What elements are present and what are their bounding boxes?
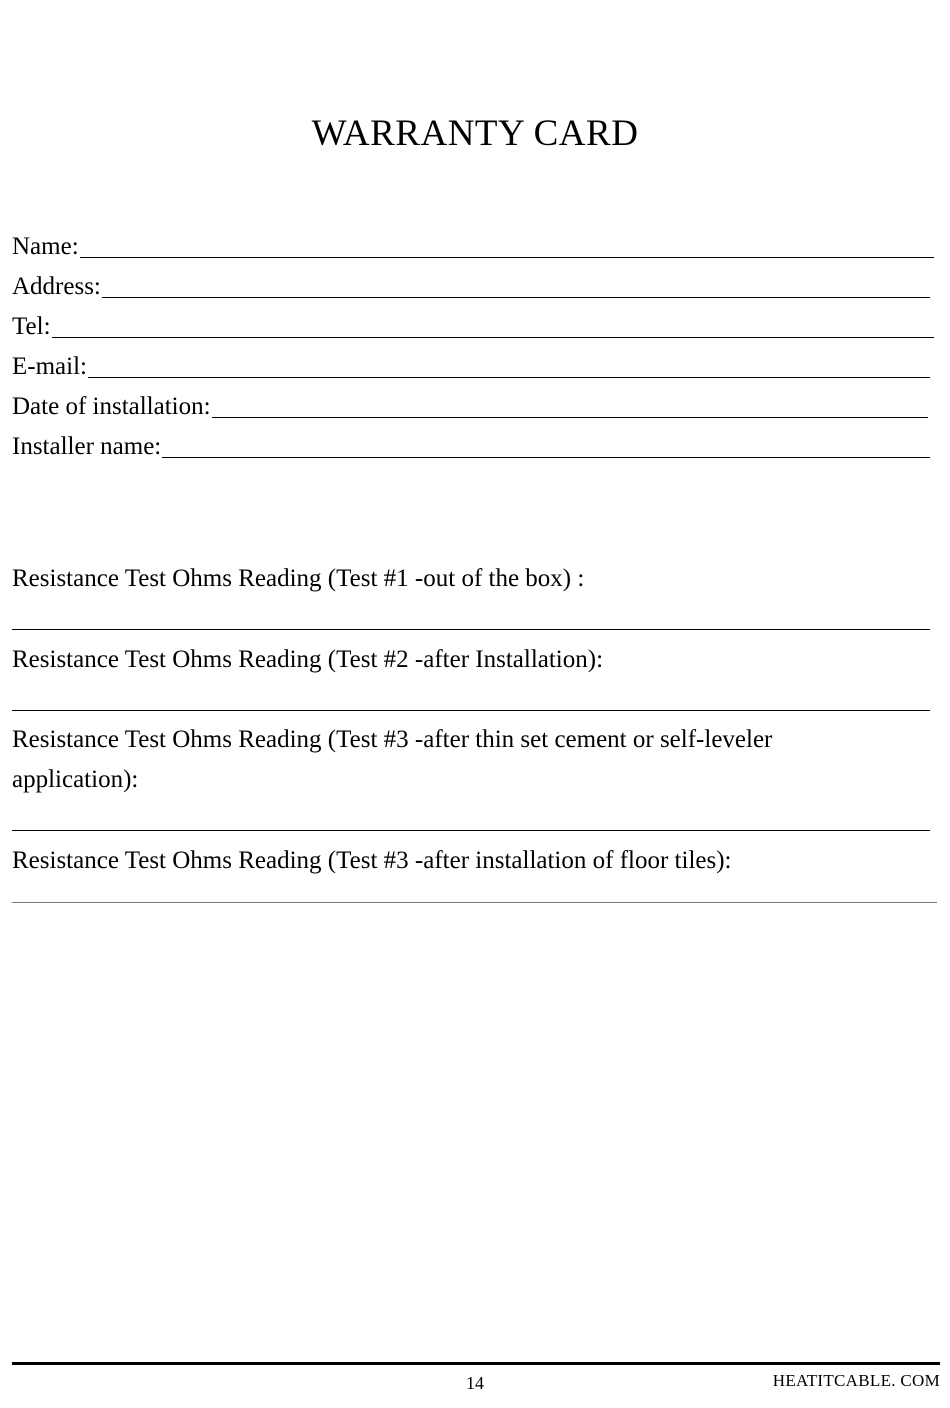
test3-input-line[interactable] bbox=[12, 830, 930, 831]
page-number: 14 bbox=[466, 1373, 484, 1393]
tel-field[interactable] bbox=[12, 310, 934, 342]
test2-input-line[interactable] bbox=[12, 710, 930, 711]
name-field[interactable] bbox=[12, 230, 934, 262]
test3-label-line2: application): bbox=[12, 766, 139, 793]
test2-label: Resistance Test Ohms Reading (Test #2 -after Installation): bbox=[12, 646, 604, 673]
footer-website: HEATITCABLE. COM bbox=[772, 1371, 940, 1390]
test4-input-line[interactable] bbox=[12, 902, 937, 903]
installer-name-field[interactable] bbox=[12, 430, 930, 462]
installation-date-field[interactable] bbox=[12, 390, 928, 422]
page-title: WARRANTY CARD bbox=[311, 113, 639, 154]
test1-input-line[interactable] bbox=[12, 629, 930, 630]
installer-name-input-line[interactable] bbox=[162, 457, 930, 458]
name-input-line[interactable] bbox=[80, 257, 934, 258]
installation-date-label: Date of installation: bbox=[12, 393, 211, 420]
address-label: Address: bbox=[12, 273, 101, 300]
tel-input-line[interactable] bbox=[52, 337, 934, 338]
tel-label: Tel: bbox=[12, 313, 51, 340]
test3-label-line1: Resistance Test Ohms Reading (Test #3 -after thin set cement or self-leveler bbox=[12, 726, 773, 753]
address-field[interactable] bbox=[12, 270, 930, 302]
test1-label: Resistance Test Ohms Reading (Test #1 -out of the box) : bbox=[12, 565, 585, 592]
email-label: E-mail: bbox=[12, 353, 87, 380]
address-input-line[interactable] bbox=[102, 297, 930, 298]
test4-label: Resistance Test Ohms Reading (Test #3 -after installation of floor tiles): bbox=[12, 847, 732, 874]
email-field[interactable] bbox=[12, 350, 930, 382]
footer-divider bbox=[12, 1362, 940, 1365]
email-input-line[interactable] bbox=[88, 377, 930, 378]
installation-date-input-line[interactable] bbox=[212, 417, 928, 418]
name-label: Name: bbox=[12, 233, 79, 260]
installer-name-label: Installer name: bbox=[12, 433, 162, 460]
